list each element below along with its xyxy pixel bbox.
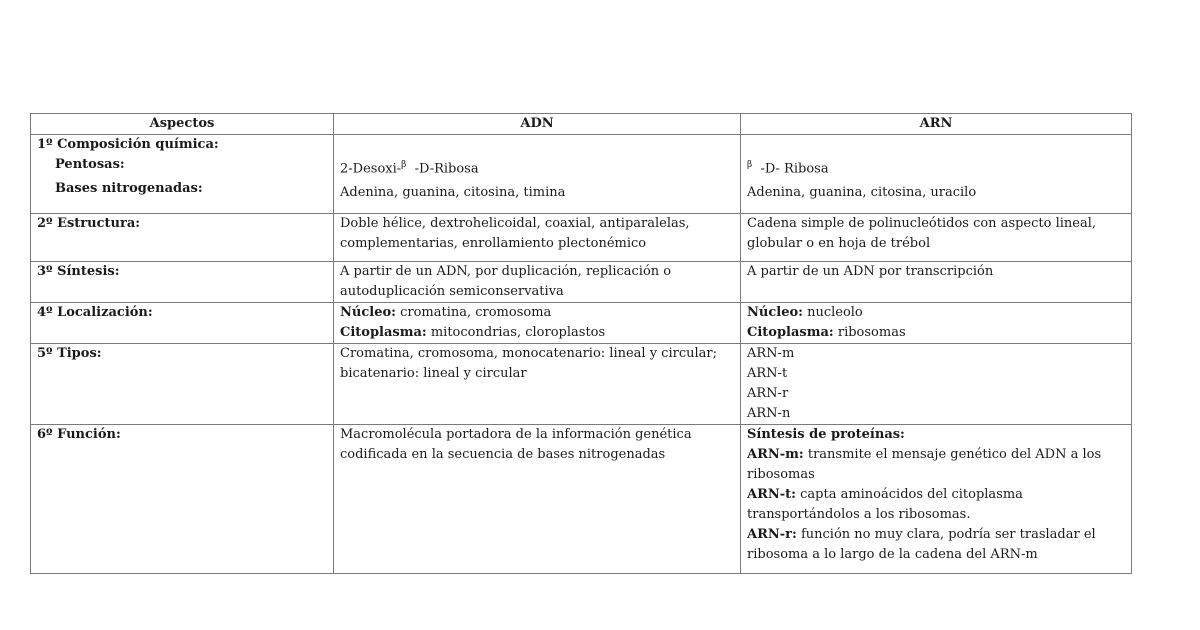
cell-sintesis-label <box>31 262 334 303</box>
adn-cito-text: mitocondrias, cloroplastos <box>426 325 606 340</box>
cell-estructura-arn: Cadena simple de polinucleótidos con aspecto lineal, globular o en hoja de trébol <box>741 214 1132 262</box>
arn-r-label: ARN-r: <box>747 527 797 542</box>
arn-tipo-item: ARN-n <box>747 406 791 421</box>
arn-pentosa: $^\beta$ -D- Ribosa <box>747 160 829 177</box>
row-sintesis <box>31 262 1132 303</box>
arn-cito-label: Citoplasma: <box>747 325 834 340</box>
bases-label: Bases nitrogenadas: <box>55 181 203 196</box>
comparison-table <box>30 113 1132 574</box>
header-adn: ADN <box>334 114 741 135</box>
cell-sintesis-adn: A partir de un ADN, por duplicación, replicación o autoduplicación semiconservativa <box>334 262 741 303</box>
composicion-label: 1º Composición química: <box>37 137 219 152</box>
adn-cito-label: Citoplasma: <box>340 325 427 340</box>
arn-bases: Adenina, guanina, citosina, uracilo <box>747 185 977 201</box>
arn-tipo-item: ARN-r <box>747 386 789 401</box>
adn-nucleo-label: Núcleo: <box>340 305 396 320</box>
cell-estructura-label <box>31 214 334 262</box>
cell-composicion-adn <box>334 135 741 214</box>
row-composicion <box>31 135 1132 214</box>
cell-funcion-adn: Macromolécula portadora de la información genética codificada en la secuencia de bases nitrogenadas <box>334 425 741 574</box>
cell-sintesis-arn: A partir de un ADN por transcripción <box>741 262 1132 303</box>
adn-bases: Adenina, guanina, citosina, timina <box>340 185 566 201</box>
row-funcion <box>31 425 1132 574</box>
header-aspectos: Aspectos <box>31 114 334 135</box>
beta-symbol: β <box>747 160 753 170</box>
arn-cito-text: ribosomas <box>833 325 906 340</box>
arn-nucleo-text: nucleolo <box>802 305 863 320</box>
arn-tipo-item: ARN-t <box>747 366 788 381</box>
arn-m-text: transmite el mensaje genético del ADN a los ribosomas <box>747 447 1102 482</box>
cell-tipos-arn <box>741 344 1132 425</box>
header-arn: ARN <box>741 114 1132 135</box>
cell-tipos-adn: Cromatina, cromosoma, monocatenario: lineal y circular; bicatenario: lineal y circular <box>334 344 741 425</box>
estructura-label: 2º Estructura: <box>37 216 141 231</box>
cell-composicion-label <box>31 135 334 214</box>
arn-nucleo-label: Núcleo: <box>747 305 803 320</box>
row-estructura <box>31 214 1132 262</box>
arn-funcion-heading: Síntesis de proteínas: <box>747 427 905 442</box>
beta-symbol: β <box>401 160 407 170</box>
funcion-label: 6º Función: <box>37 427 121 442</box>
cell-estructura-adn: Doble hélice, dextrohelicoidal, coaxial, antiparalelas, complementarias, enrollamiento plectonémico <box>334 214 741 262</box>
pentosas-label: Pentosas: <box>55 157 125 172</box>
arn-m-label: ARN-m: <box>747 447 804 462</box>
header-row <box>31 114 1132 135</box>
arn-t-text: capta aminoácidos del citoplasma transportándolos a los ribosomas. <box>747 487 1023 522</box>
cell-localizacion-arn <box>741 303 1132 344</box>
cell-funcion-label <box>31 425 334 574</box>
cell-composicion-arn <box>741 135 1132 214</box>
cell-funcion-arn <box>741 425 1132 574</box>
arn-tipo-item: ARN-m <box>747 346 795 361</box>
sintesis-label: 3º Síntesis: <box>37 264 120 279</box>
adn-nucleo-text: cromatina, cromosoma <box>395 305 552 320</box>
cell-localizacion-adn <box>334 303 741 344</box>
adn-pentosa: 2-Desoxi-$^\beta$ -D-Ribosa <box>340 160 479 177</box>
cell-localizacion-label <box>31 303 334 344</box>
cell-tipos-label <box>31 344 334 425</box>
arn-r-text: función no muy clara, podría ser trasladar el ribosoma a lo largo de la cadena del ARN-m <box>747 527 1096 562</box>
row-localizacion <box>31 303 1132 344</box>
tipos-label: 5º Tipos: <box>37 346 102 361</box>
row-tipos <box>31 344 1132 425</box>
arn-t-label: ARN-t: <box>747 487 796 502</box>
localizacion-label: 4º Localización: <box>37 305 153 320</box>
